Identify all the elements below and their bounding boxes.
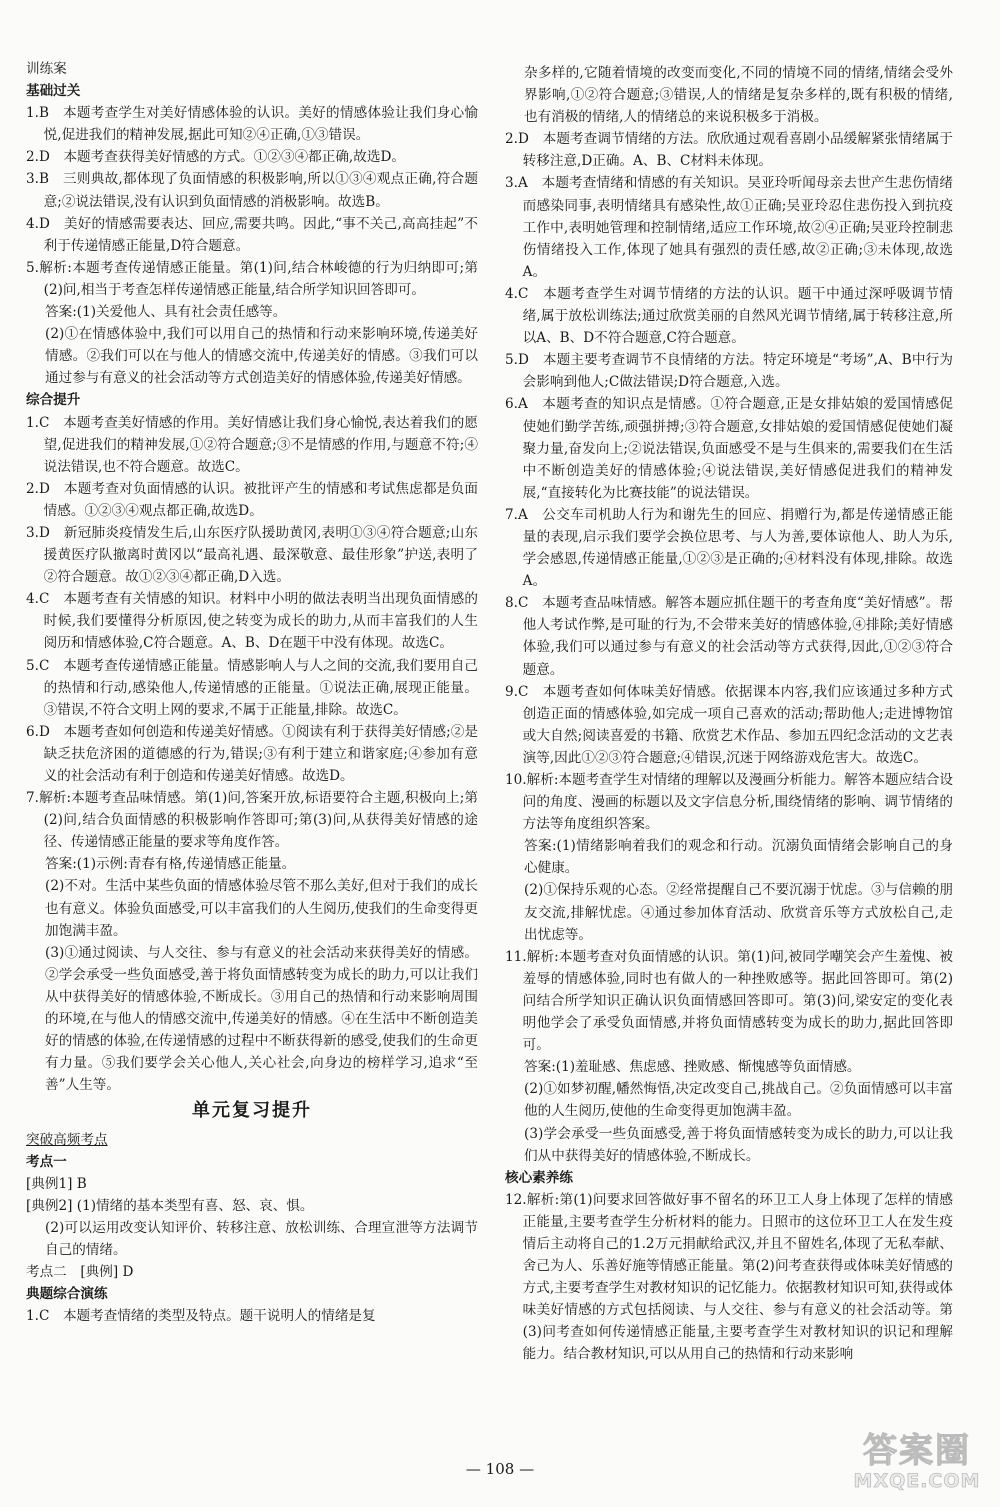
- section-heading: 基础过关: [26, 83, 81, 100]
- answer-item: 7.A 公交车司机助人行为和谢先生的回应、捐赠行为,都是传递情感正能量的表现,启示我们要学会换位思考、与人为善,要体谅他人、助人为乐,学会感恩,传递情感正能量,①②③是正确的;④材料没有体现,排除。故选A。: [505, 506, 953, 590]
- answer-item: 2.D 本题考查获得美好情感的方式。①②③④都正确,故选D。: [26, 149, 405, 166]
- section-heading: 训练案: [26, 61, 67, 77]
- answer-item: 1.B 本题考查学生对美好情感体验的认识。美好的情感体验让我们身心愉悦,促进我们的精神发展,据此可知②④正确,①③错误。: [26, 105, 478, 144]
- answer-item: 4.C 本题考查有关情感的知识。材料中小明的做法表明当出现负面情感的时候,我们要懂得分析原因,使之转变为成长的助力,从而丰富我们的人生阅历和情感体验,C符合题意。A、B、D在题干中没有体现。故选C。: [26, 591, 478, 652]
- answer-item: 3.D 新冠肺炎疫情发生后,山东医疗队援助黄冈,表明①③④符合题意;山东援黄医疗队撤离时黄冈以“最高礼遇、最深敬意、最佳形象”护送,表明了②符合题意。故①②③④都正确,D入选。: [26, 524, 478, 586]
- answer-item: 7.解析:本题考查品味情感。第(1)问,答案开放,标语要符合主题,积极向上;第(2)问,结合负面情感的积极影响作答即可;第(3)问,从获得美好情感的途径、传递情感正能量的要求等角度作答。: [26, 790, 478, 851]
- answer-item: 11.解析:本题考查对负面情感的认识。第(1)问,被同学嘲笑会产生羞愧、被羞辱的情感体验,同时也有做人的一种挫败感等。据此回答即可。第(2)问结合所学知识正确认识负面情感回答即可。第(3)问,梁安定的变化表明他学会了承受负面情感,并将负面情感转变为成长的助力,据此回答即可。: [505, 948, 953, 1054]
- answer-item: 9.C 本题考查如何体味美好情感。依据课本内容,我们应该通过多种方式创造正面的情感体验,如完成一项自己喜欢的活动;帮助他人;走进博物馆或大自然;阅读喜爱的书籍、欣赏艺术作品、参加五四纪念活动的文艺表演等,因此①②③符合题意;④错误,沉迷于网络游戏危害大。故选C。: [505, 683, 953, 766]
- answer-item: 2.D 本题考查对负面情感的认识。被批评产生的情感和考试焦虑都是负面情感。①②③④观点都正确,故选D。: [26, 480, 478, 519]
- answer-detail: (2)①在情感体验中,我们可以用自己的热情和行动来影响环境,传递美好情感。②我们可以在与他人的情感交流中,传递美好的情感。③我们可以通过参与有意义的社会活动等方式创造美好的情感体验,传递美好情感。: [45, 326, 478, 387]
- answer-item: 3.A 本题考查情绪和情感的有关知识。吴亚玲听闻母亲去世产生悲伤情绪而感染同事,表明情绪具有感染性,故①正确;吴亚玲忍住悲伤投入到抗疫工作中,表明她管理和控制情绪,适应工作环境,故②④正确;吴亚玲控制悲伤情绪投入工作,体现了她具有强烈的责任感,故②正确;③未体现,故选A。: [505, 175, 953, 280]
- section-heading: 考点一: [26, 1153, 67, 1170]
- answer-detail: (2)不对。生活中某些负面的情感体验尽管不那么美好,但对于我们的成长也有意义。体验负面感受,可以丰富我们的人生阅历,使我们的生命变得更加饱满丰盈。: [45, 878, 478, 939]
- answer-item: 5.解析:本题考查传递情感正能量。第(1)问,结合林峻德的行为归纳即可;第(2)问,相当于考查怎样传递情感正能量,结合所学知识回答即可。: [26, 259, 478, 298]
- answer-line: [典例2] (1)情绪的基本类型有喜、怒、哀、惧。: [26, 1197, 314, 1214]
- answer-item: 8.C 本题考查品味情感。解答本题应抓住题干的考查角度“美好情感”。帮他人考试作弊,是可耻的行为,不会带来美好的情感体验,④排除;美好情感体验,我们可以通过参与有意义的社会活动等方式获得,因此,①②③符合题意。: [505, 595, 953, 678]
- section-heading: 突破高频考点: [26, 1131, 108, 1148]
- answer-item: 5.C 本题考查传递情感正能量。情感影响人与人之间的交流,我们要用自己的热情和行动,感染他人,传递情感的正能量。①说法正确,展现正能量。③错误,不符合文明上网的要求,不属于正能量,排除。故选C。: [26, 657, 478, 718]
- answer-item: 1.C 本题考查情绪的类型及特点。题干说明人的情绪是复: [26, 1308, 376, 1325]
- section-heading: 综合提升: [26, 392, 81, 409]
- section-heading: 典题综合演练: [26, 1286, 108, 1303]
- answer-detail: 答案:(1)情绪影响着我们的观念和行动。沉溺负面情绪会影响自己的身心健康。: [524, 838, 953, 877]
- watermark-line1: 答案圈: [863, 1431, 971, 1471]
- answer-detail: 杂多样的,它随着情境的改变而变化,不同的情境不同的情绪,情绪会受外界影响,①②符合题意;③错误,人的情绪是复杂多样的,既有积极的情绪,也有消极的情绪,人的情绪总的来说积极多于消极。: [524, 65, 953, 126]
- answer-detail: (2)可以运用改变认知评价、转移注意、放松训练、合理宣泄等方法调节自己的情绪。: [45, 1219, 478, 1258]
- answer-detail: 答案:(1)羞耻感、焦虑感、挫败感、惭愧感等负面情感。: [524, 1059, 861, 1076]
- answer-item: 4.C 本题考查学生对调节情绪的方法的认识。题干中通过深呼吸调节情绪,属于放松训练法;通过欣赏美丽的自然风光调节情绪,属于转移注意,所以A、B、D不符合题意,C符合题意。: [505, 285, 953, 347]
- answer-detail: 答案:(1)示例:青春有格,传递情感正能量。: [45, 856, 296, 873]
- answer-item: 10.解析:本题考查学生对情绪的理解以及漫画分析能力。解答本题应结合设问的角度、漫画的标题以及文字信息分析,围绕情绪的影响、调节情绪的方法等角度组织答案。: [505, 772, 953, 833]
- answer-item: 2.D 本题考查调节情绪的方法。欣欣通过观看喜剧小品缓解紧张情绪属于转移注意,D正确。A、B、C材料未体现。: [505, 131, 953, 170]
- answer-item: 5.D 本题主要考查调节不良情绪的方法。特定环境是“考场”,A、B中行为会影响到他人;C做法错误;D符合题意,入选。: [505, 352, 953, 391]
- answer-line: 考点二 [典例] D: [26, 1264, 134, 1281]
- watermark-line2: MXQE.COM: [853, 1470, 981, 1492]
- left-column: [26, 58, 478, 1327]
- watermark-logo: [852, 1432, 982, 1494]
- section-heading: 核心素养练: [505, 1169, 573, 1186]
- answer-item: 6.A 本题考查的知识点是情感。①符合题意,正是女排姑娘的爱国情感促使她们勤学苦练,顽强拼搏;③符合题意,女排姑娘的爱国情感促使她们凝聚力量,奋发向上;②说法错误,负面感受不是与生俱来的,需要我们在生活中不断创造美好的情感体验;④说法错误,美好情感促进我们的精神发展,“直接转化为比赛技能”的说法错误。: [505, 396, 953, 501]
- unit-title: 单元复习提升: [192, 1100, 312, 1122]
- answer-item: 3.B 三则典故,都体现了负面情感的积极影响,所以①③④观点正确,符合题意;②说法错误,没有认识到负面情感的消极影响。故选B。: [26, 171, 478, 210]
- answer-detail: (3)①通过阅读、与人交往、参与有意义的社会活动来获得美好的情感。②学会承受一些负面感受,善于将负面情感转变为成长的助力,可以让我们从中获得美好的情感体验,不断成长。③用自己的热情和行动来影响周围的环境,在与他人的情感交流中,传递美好的情感。④在生活中不断创造美好的情感的体验,在传递情感的过程中不断获得新的感受,使我们的生命更有力量。⑤我们要学会关心他人,关心社会,向身边的榜样学习,追求“至善”人生等。: [45, 944, 478, 1094]
- answer-detail: (3)学会承受一些负面感受,善于将负面情感转变为成长的助力,可以让我们从中获得美好的情感体验,不断成长。: [524, 1125, 953, 1164]
- right-column: [505, 62, 953, 1366]
- answer-detail: (2)①保持乐观的心态。②经常提醒自己不要沉溺于忧虑。③与信赖的朋友交流,排解忧虑。④通过参加体育活动、欣赏音乐等方式放松自己,走出忧虑等。: [524, 882, 953, 943]
- answer-detail: (2)①如梦初醒,幡然悔悟,决定改变自己,挑战自己。②负面情感可以丰富他的人生阅历,使他的生命变得更加饱满丰盈。: [524, 1081, 953, 1120]
- page-number: — 108 —: [465, 1460, 535, 1478]
- answer-item: 4.D 美好的情感需要表达、回应,需要共鸣。因此,“事不关己,高高挂起”不利于传递情感正能量,D符合题意。: [26, 215, 478, 254]
- answer-line: [典例1] B: [26, 1175, 87, 1192]
- answer-detail: 答案:(1)关爱他人、具有社会责任感等。: [45, 304, 287, 321]
- answer-item: 12.解析:第(1)问要求回答做好事不留名的环卫工人身上体现了怎样的情感正能量,主要考查学生分析材料的能力。日照市的这位环卫工人在发生疫情后主动将自己的1.2万元捐献给武汉,并且不留姓名,体现了无私奉献、舍己为人、乐善好施等情感正能量。第(2)问考查获得或体味美好情感的方式,主要考查学生对教材知识的记忆能力。依据教材知识可知,获得或体味美好情感的方式包括阅读、与人交往、参与有意义的社会活动等。第(3)问考查如何传递情感正能量,主要考查学生对教材知识的识记和理解能力。结合教材知识,可以从用自己的热情和行动来影响: [505, 1191, 953, 1363]
- answer-item: 1.C 本题考查美好情感的作用。美好情感让我们身心愉悦,表达着我们的愿望,促进我们的精神发展,①②符合题意;③不是情感的作用,与题意不符;④说法错误,也不符合题意。故选C。: [26, 414, 478, 475]
- answer-item: 6.D 本题考查如何创造和传递美好情感。①阅读有利于获得美好情感;②是缺乏扶危济困的道德感的行为,错误;③有利于建立和谐家庭;④参加有意义的社会活动有利于创造和传递美好情感。故选D。: [26, 723, 478, 784]
